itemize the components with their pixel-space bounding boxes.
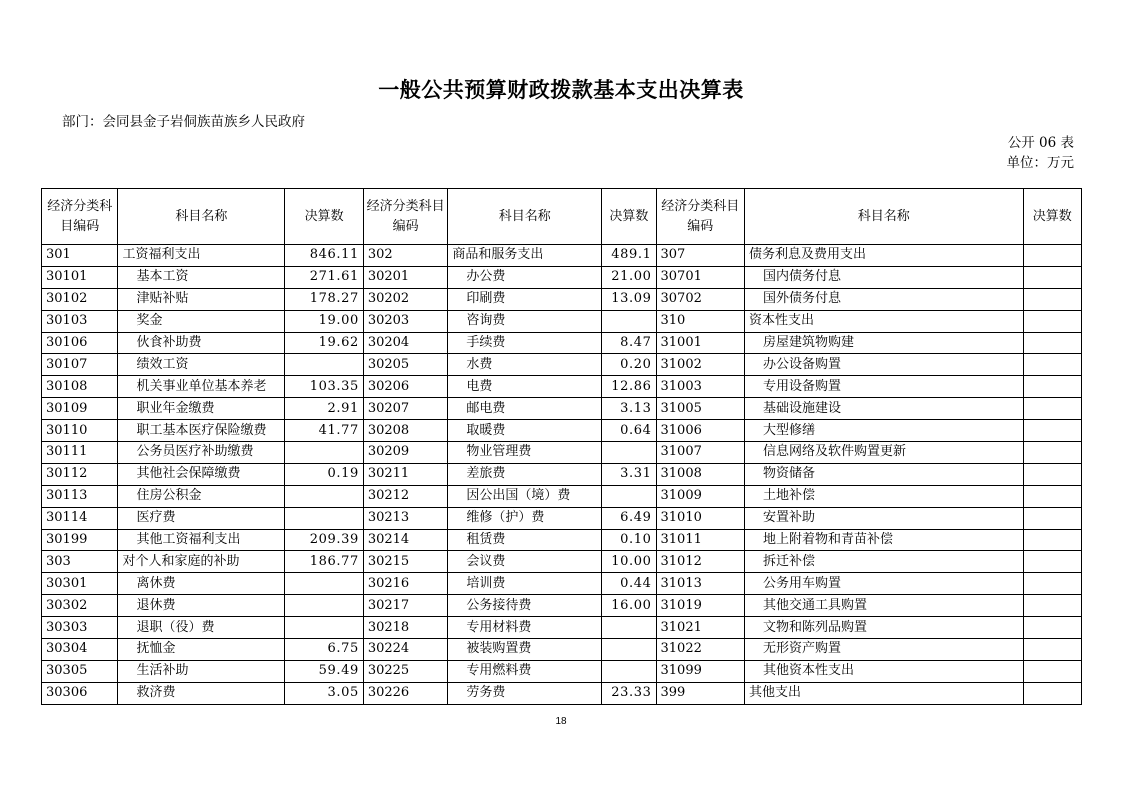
- subject-code-cell: 30212: [363, 485, 447, 507]
- subject-name-cell: 被装购置费: [448, 639, 602, 661]
- subject-name-cell: 国内债务付息: [745, 266, 1024, 288]
- amount-cell: [1023, 507, 1081, 529]
- subject-name-cell: 电费: [448, 376, 602, 398]
- subject-name-cell: 办公设备购置: [745, 354, 1024, 376]
- amount-cell: 846.11: [285, 245, 363, 267]
- header-amount-2: 决算数: [602, 189, 656, 245]
- table-row: [42, 485, 1082, 507]
- subject-code-cell: 30114: [42, 507, 118, 529]
- subject-code-cell: 31021: [656, 617, 745, 639]
- subject-name-cell: 国外债务付息: [745, 288, 1024, 310]
- subject-name-cell: 公务接待费: [448, 595, 602, 617]
- amount-cell: [1023, 660, 1081, 682]
- subject-code-cell: 31013: [656, 573, 745, 595]
- amount-cell: [602, 617, 656, 639]
- subject-code-cell: 30211: [363, 463, 447, 485]
- subject-name-cell: 物资储备: [745, 463, 1024, 485]
- subject-code-cell: 30112: [42, 463, 118, 485]
- form-number: 公开 06 表: [1007, 135, 1074, 151]
- subject-code-cell: 30216: [363, 573, 447, 595]
- table-row: [42, 420, 1082, 442]
- subject-code-cell: 310: [656, 310, 745, 332]
- subject-name-cell: 维修（护）费: [448, 507, 602, 529]
- subject-name-cell: 物业管理费: [448, 442, 602, 464]
- subject-code-cell: 30304: [42, 639, 118, 661]
- subject-name-cell: 基本工资: [118, 266, 285, 288]
- subject-code-cell: 31003: [656, 376, 745, 398]
- table-row: [42, 463, 1082, 485]
- subject-code-cell: 31011: [656, 529, 745, 551]
- amount-cell: [602, 442, 656, 464]
- amount-cell: [1023, 551, 1081, 573]
- subject-code-cell: 30217: [363, 595, 447, 617]
- subject-name-cell: 退职（役）费: [118, 617, 285, 639]
- amount-cell: 23.33: [602, 682, 656, 704]
- amount-cell: 0.20: [602, 354, 656, 376]
- subject-code-cell: 30106: [42, 332, 118, 354]
- subject-name-cell: 取暖费: [448, 420, 602, 442]
- header-code-3: 经济分类科目编码: [656, 189, 745, 245]
- amount-cell: [285, 442, 363, 464]
- subject-code-cell: 30102: [42, 288, 118, 310]
- subject-name-cell: 对个人和家庭的补助: [118, 551, 285, 573]
- subject-name-cell: 退休费: [118, 595, 285, 617]
- amount-cell: 16.00: [602, 595, 656, 617]
- subject-code-cell: 30205: [363, 354, 447, 376]
- subject-name-cell: 文物和陈列品购置: [745, 617, 1024, 639]
- subject-code-cell: 307: [656, 245, 745, 267]
- subject-name-cell: 劳务费: [448, 682, 602, 704]
- amount-cell: 489.1: [602, 245, 656, 267]
- subject-code-cell: 30302: [42, 595, 118, 617]
- subject-code-cell: 30202: [363, 288, 447, 310]
- subject-name-cell: 其他社会保障缴费: [118, 463, 285, 485]
- subject-code-cell: 301: [42, 245, 118, 267]
- subject-code-cell: 30108: [42, 376, 118, 398]
- subject-name-cell: 救济费: [118, 682, 285, 704]
- amount-cell: 19.00: [285, 310, 363, 332]
- subject-code-cell: 30109: [42, 398, 118, 420]
- subject-code-cell: 30215: [363, 551, 447, 573]
- subject-code-cell: 302: [363, 245, 447, 267]
- subject-name-cell: 培训费: [448, 573, 602, 595]
- subject-name-cell: 专用材料费: [448, 617, 602, 639]
- subject-name-cell: 邮电费: [448, 398, 602, 420]
- subject-name-cell: 信息网络及软件购置更新: [745, 442, 1024, 464]
- amount-cell: [1023, 573, 1081, 595]
- subject-code-cell: 30702: [656, 288, 745, 310]
- header-name-2: 科目名称: [448, 189, 602, 245]
- subject-code-cell: 31019: [656, 595, 745, 617]
- table-row: [42, 332, 1082, 354]
- subject-name-cell: 手续费: [448, 332, 602, 354]
- subject-code-cell: 30206: [363, 376, 447, 398]
- subject-code-cell: 30224: [363, 639, 447, 661]
- amount-cell: 2.91: [285, 398, 363, 420]
- subject-code-cell: 30305: [42, 660, 118, 682]
- subject-name-cell: 基础设施建设: [745, 398, 1024, 420]
- amount-cell: 103.35: [285, 376, 363, 398]
- subject-name-cell: 其他交通工具购置: [745, 595, 1024, 617]
- table-header-row: [42, 189, 1082, 245]
- subject-name-cell: 生活补助: [118, 660, 285, 682]
- amount-cell: [1023, 639, 1081, 661]
- subject-code-cell: 31007: [656, 442, 745, 464]
- subject-name-cell: 津贴补贴: [118, 288, 285, 310]
- amount-cell: [285, 617, 363, 639]
- amount-cell: 59.49: [285, 660, 363, 682]
- amount-cell: [1023, 266, 1081, 288]
- header-name-3: 科目名称: [745, 189, 1024, 245]
- amount-cell: 0.44: [602, 573, 656, 595]
- subject-code-cell: 30701: [656, 266, 745, 288]
- table-row: [42, 639, 1082, 661]
- subject-name-cell: 其他工资福利支出: [118, 529, 285, 551]
- subject-name-cell: 办公费: [448, 266, 602, 288]
- amount-cell: [285, 507, 363, 529]
- amount-cell: [1023, 376, 1081, 398]
- amount-cell: [285, 354, 363, 376]
- amount-cell: [1023, 617, 1081, 639]
- subject-code-cell: 30208: [363, 420, 447, 442]
- header-amount-3: 决算数: [1023, 189, 1081, 245]
- subject-name-cell: 印刷费: [448, 288, 602, 310]
- subject-name-cell: 拆迁补偿: [745, 551, 1024, 573]
- subject-name-cell: 租赁费: [448, 529, 602, 551]
- table-row: [42, 529, 1082, 551]
- subject-name-cell: 绩效工资: [118, 354, 285, 376]
- subject-name-cell: 其他支出: [745, 682, 1024, 704]
- subject-name-cell: 工资福利支出: [118, 245, 285, 267]
- table-row: [42, 682, 1082, 704]
- subject-code-cell: 30209: [363, 442, 447, 464]
- amount-cell: 0.19: [285, 463, 363, 485]
- amount-cell: 3.13: [602, 398, 656, 420]
- amount-cell: 13.09: [602, 288, 656, 310]
- amount-cell: 8.47: [602, 332, 656, 354]
- subject-name-cell: 咨询费: [448, 310, 602, 332]
- amount-cell: [1023, 332, 1081, 354]
- subject-code-cell: 31002: [656, 354, 745, 376]
- subject-code-cell: 31006: [656, 420, 745, 442]
- subject-name-cell: 资本性支出: [745, 310, 1024, 332]
- subject-code-cell: 30301: [42, 573, 118, 595]
- subject-code-cell: 31008: [656, 463, 745, 485]
- subject-name-cell: 职业年金缴费: [118, 398, 285, 420]
- subject-code-cell: 30204: [363, 332, 447, 354]
- amount-cell: 178.27: [285, 288, 363, 310]
- table-row: [42, 354, 1082, 376]
- subject-code-cell: 31005: [656, 398, 745, 420]
- subject-name-cell: 其他资本性支出: [745, 660, 1024, 682]
- subject-code-cell: 30113: [42, 485, 118, 507]
- header-code-2: 经济分类科目编码: [363, 189, 447, 245]
- amount-cell: [602, 639, 656, 661]
- table-row: [42, 617, 1082, 639]
- amount-cell: 209.39: [285, 529, 363, 551]
- amount-cell: [1023, 288, 1081, 310]
- header-code-1: 经济分类科目编码: [42, 189, 118, 245]
- table-row: [42, 595, 1082, 617]
- amount-cell: [1023, 442, 1081, 464]
- table-body: [42, 245, 1082, 705]
- subject-code-cell: 31012: [656, 551, 745, 573]
- table-row: [42, 288, 1082, 310]
- department-label: 部门：会同县金子岩侗族苗族乡人民政府: [62, 114, 305, 130]
- subject-name-cell: 专用设备购置: [745, 376, 1024, 398]
- subject-name-cell: 会议费: [448, 551, 602, 573]
- amount-cell: [1023, 463, 1081, 485]
- subject-code-cell: 30110: [42, 420, 118, 442]
- subject-name-cell: 水费: [448, 354, 602, 376]
- amount-cell: 6.75: [285, 639, 363, 661]
- subject-name-cell: 公务用车购置: [745, 573, 1024, 595]
- subject-name-cell: 职工基本医疗保险缴费: [118, 420, 285, 442]
- subject-code-cell: 31010: [656, 507, 745, 529]
- subject-code-cell: 30199: [42, 529, 118, 551]
- amount-cell: [1023, 398, 1081, 420]
- subject-code-cell: 30207: [363, 398, 447, 420]
- subject-name-cell: 公务员医疗补助缴费: [118, 442, 285, 464]
- subject-code-cell: 30306: [42, 682, 118, 704]
- subject-code-cell: 30103: [42, 310, 118, 332]
- subject-name-cell: 奖金: [118, 310, 285, 332]
- table-row: [42, 245, 1082, 267]
- amount-cell: [602, 310, 656, 332]
- subject-code-cell: 30203: [363, 310, 447, 332]
- subject-name-cell: 安置补助: [745, 507, 1024, 529]
- amount-cell: [285, 485, 363, 507]
- subject-code-cell: 31001: [656, 332, 745, 354]
- subject-code-cell: 30101: [42, 266, 118, 288]
- page-title: 一般公共预算财政拨款基本支出决算表: [378, 78, 744, 102]
- amount-cell: 10.00: [602, 551, 656, 573]
- expenditure-table: [41, 188, 1082, 705]
- amount-cell: 6.49: [602, 507, 656, 529]
- subject-name-cell: 房屋建筑物购建: [745, 332, 1024, 354]
- subject-name-cell: 住房公积金: [118, 485, 285, 507]
- subject-name-cell: 大型修缮: [745, 420, 1024, 442]
- subject-name-cell: 土地补偿: [745, 485, 1024, 507]
- amount-cell: 3.05: [285, 682, 363, 704]
- amount-cell: 21.00: [602, 266, 656, 288]
- amount-cell: 186.77: [285, 551, 363, 573]
- amount-cell: [602, 660, 656, 682]
- subject-name-cell: 专用燃料费: [448, 660, 602, 682]
- amount-cell: [1023, 420, 1081, 442]
- table-row: [42, 551, 1082, 573]
- subject-name-cell: 因公出国（境）费: [448, 485, 602, 507]
- subject-name-cell: 医疗费: [118, 507, 285, 529]
- table-row: [42, 398, 1082, 420]
- amount-cell: 19.62: [285, 332, 363, 354]
- amount-cell: [1023, 485, 1081, 507]
- subject-code-cell: 30111: [42, 442, 118, 464]
- amount-cell: [602, 485, 656, 507]
- amount-cell: [1023, 245, 1081, 267]
- subject-name-cell: 商品和服务支出: [448, 245, 602, 267]
- subject-code-cell: 399: [656, 682, 745, 704]
- amount-cell: [1023, 682, 1081, 704]
- subject-code-cell: 303: [42, 551, 118, 573]
- subject-name-cell: 债务利息及费用支出: [745, 245, 1024, 267]
- table-row: [42, 507, 1082, 529]
- amount-cell: [285, 573, 363, 595]
- subject-name-cell: 地上附着物和青苗补偿: [745, 529, 1024, 551]
- amount-cell: [1023, 595, 1081, 617]
- subject-code-cell: 31022: [656, 639, 745, 661]
- amount-cell: [1023, 354, 1081, 376]
- header-amount-1: 决算数: [285, 189, 363, 245]
- subject-name-cell: 差旅费: [448, 463, 602, 485]
- subject-code-cell: 30225: [363, 660, 447, 682]
- subject-code-cell: 30213: [363, 507, 447, 529]
- header-name-1: 科目名称: [118, 189, 285, 245]
- amount-cell: 41.77: [285, 420, 363, 442]
- table-row: [42, 376, 1082, 398]
- subject-code-cell: 30107: [42, 354, 118, 376]
- table-row: [42, 442, 1082, 464]
- subject-code-cell: 30218: [363, 617, 447, 639]
- amount-cell: [285, 595, 363, 617]
- page-number: 18: [555, 716, 567, 727]
- amount-cell: 0.10: [602, 529, 656, 551]
- amount-cell: [1023, 310, 1081, 332]
- subject-code-cell: 30201: [363, 266, 447, 288]
- amount-cell: 0.64: [602, 420, 656, 442]
- subject-name-cell: 无形资产购置: [745, 639, 1024, 661]
- subject-name-cell: 抚恤金: [118, 639, 285, 661]
- subject-code-cell: 30226: [363, 682, 447, 704]
- subject-name-cell: 机关事业单位基本养老: [118, 376, 285, 398]
- subject-code-cell: 30303: [42, 617, 118, 639]
- subject-name-cell: 离休费: [118, 573, 285, 595]
- amount-cell: 271.61: [285, 266, 363, 288]
- table-row: [42, 266, 1082, 288]
- amount-cell: 12.86: [602, 376, 656, 398]
- amount-cell: [1023, 529, 1081, 551]
- table-row: [42, 660, 1082, 682]
- table-row: [42, 310, 1082, 332]
- subject-code-cell: 31099: [656, 660, 745, 682]
- amount-cell: 3.31: [602, 463, 656, 485]
- unit-label: 单位：万元: [1006, 155, 1074, 171]
- subject-code-cell: 30214: [363, 529, 447, 551]
- subject-code-cell: 31009: [656, 485, 745, 507]
- subject-name-cell: 伙食补助费: [118, 332, 285, 354]
- table-row: [42, 573, 1082, 595]
